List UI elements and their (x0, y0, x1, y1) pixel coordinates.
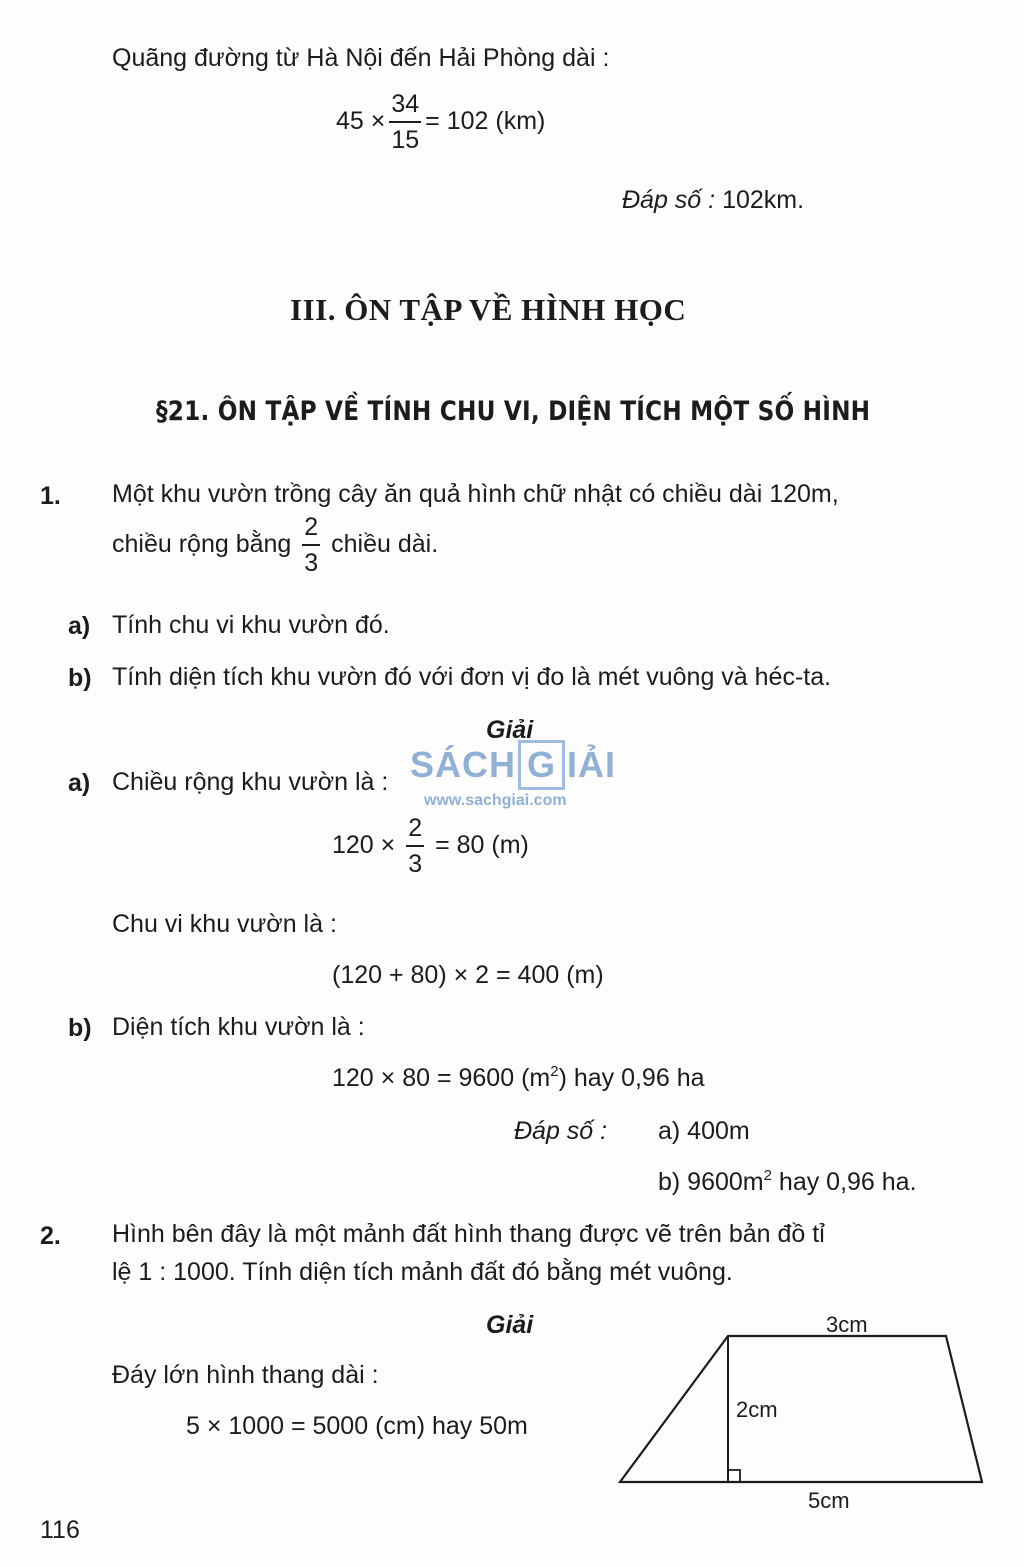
problem-2-calculation: 5 × 1000 = 5000 (cm) hay 50m (186, 1412, 528, 1440)
solution-1-a-text: Chiều rộng khu vườn là : (112, 768, 389, 796)
problem-1-a-text: Tính chu vi khu vườn đó. (112, 611, 390, 639)
answer-b-superscript: 2 (763, 1167, 772, 1184)
area-calc-before: 120 × 80 = 9600 (m (332, 1064, 551, 1092)
watermark-g: G (518, 740, 565, 790)
problem-1-a-label: a) (68, 612, 91, 640)
intro-fraction-numerator: 34 (389, 92, 421, 123)
intro-answer-value: 102km. (722, 186, 805, 214)
watermark-left: SÁCH (410, 744, 517, 785)
right-angle-mark (728, 1470, 740, 1482)
intro-calc-right: = 102 (km) (425, 107, 546, 136)
problem-1-solution-label: Giải (486, 716, 534, 744)
area-calc-superscript: 2 (550, 1063, 559, 1080)
watermark-logo (410, 740, 616, 790)
intro-calculation (336, 92, 545, 153)
problem-2-number: 2. (40, 1222, 61, 1250)
perimeter-calculation: (120 + 80) × 2 = 400 (m) (332, 961, 604, 989)
top-base-label: 3cm (826, 1312, 868, 1337)
intro-calc-left: 45 × (336, 107, 386, 136)
intro-fraction (389, 92, 421, 153)
solution-1-b-label: b) (68, 1014, 92, 1042)
problem-1-number: 1. (40, 482, 61, 510)
intro-fraction-denominator: 15 (391, 126, 420, 154)
area-calc-after: ) hay 0,96 ha (558, 1064, 705, 1092)
problem-2-solution-label: Giải (486, 1311, 534, 1339)
watermark-url: www.sachgiai.com (424, 792, 567, 809)
intro-text: Quãng đường từ Hà Nội đến Hải Phòng dài : (112, 44, 610, 72)
problem-1-line-2 (112, 515, 438, 576)
problem-1-fraction-denominator: 3 (304, 549, 319, 577)
trapezoid-figure (600, 1300, 1010, 1530)
problem-2-line-1: Hình bên đây là một mảnh đất hình thang được vẽ trên bản đồ tỉ (112, 1220, 825, 1248)
calc-1-fraction (406, 816, 424, 877)
section-title: III. ÔN TẬP VỀ HÌNH HỌC (290, 292, 687, 327)
calc-1-right: = 80 (m) (435, 831, 529, 860)
answer-b-before: b) 9600m (658, 1168, 764, 1196)
area-calculation (332, 1064, 705, 1093)
perimeter-text: Chu vi khu vườn là : (112, 910, 337, 938)
problem-1-fraction (302, 515, 320, 576)
intro-answer-label: Đáp số : (622, 186, 716, 214)
solution-1-b-text: Diện tích khu vườn là : (112, 1013, 365, 1041)
problem-1-line-1: Một khu vườn trồng cây ăn quả hình chữ nhật có chiều dài 120m, (112, 480, 839, 508)
problem-1-line-2-after: chiều dài. (331, 530, 439, 559)
problem-2-base-text: Đáy lớn hình thang dài : (112, 1361, 379, 1389)
trapezoid-shape (620, 1336, 982, 1482)
problem-1-fraction-numerator: 2 (302, 515, 320, 546)
solution-1-width-calculation (332, 816, 529, 877)
calc-1-left: 120 × (332, 831, 396, 860)
problem-1-b-text: Tính diện tích khu vườn đó với đơn vị đo là mét vuông và héc-ta. (112, 663, 832, 691)
solution-1-a-label: a) (68, 769, 91, 797)
problem-2-line-2: lệ 1 : 1000. Tính diện tích mảnh đất đó bằng mét vuông. (112, 1258, 733, 1286)
calc-1-fraction-numerator: 2 (406, 816, 424, 847)
problem-1-b-label: b) (68, 664, 92, 692)
watermark-right: IẢI (567, 744, 617, 785)
page-number: 116 (40, 1516, 80, 1544)
problem-1-answer-b (658, 1168, 917, 1197)
problem-1-answer-label: Đáp số : (514, 1117, 608, 1145)
height-label: 2cm (736, 1397, 778, 1422)
answer-b-after: hay 0,96 ha. (771, 1168, 917, 1196)
intro-answer (622, 186, 804, 215)
problem-1-line-2-before: chiều rộng bằng (112, 530, 292, 559)
bottom-base-label: 5cm (808, 1488, 850, 1513)
lesson-title: §21. ÔN TẬP VỀ TÍNH CHU VI, DIỆN TÍCH MỘT SỐ HÌNH (156, 396, 871, 427)
problem-1-answer-a: a) 400m (658, 1117, 750, 1145)
watermark (410, 740, 616, 810)
calc-1-fraction-denominator: 3 (408, 850, 423, 878)
